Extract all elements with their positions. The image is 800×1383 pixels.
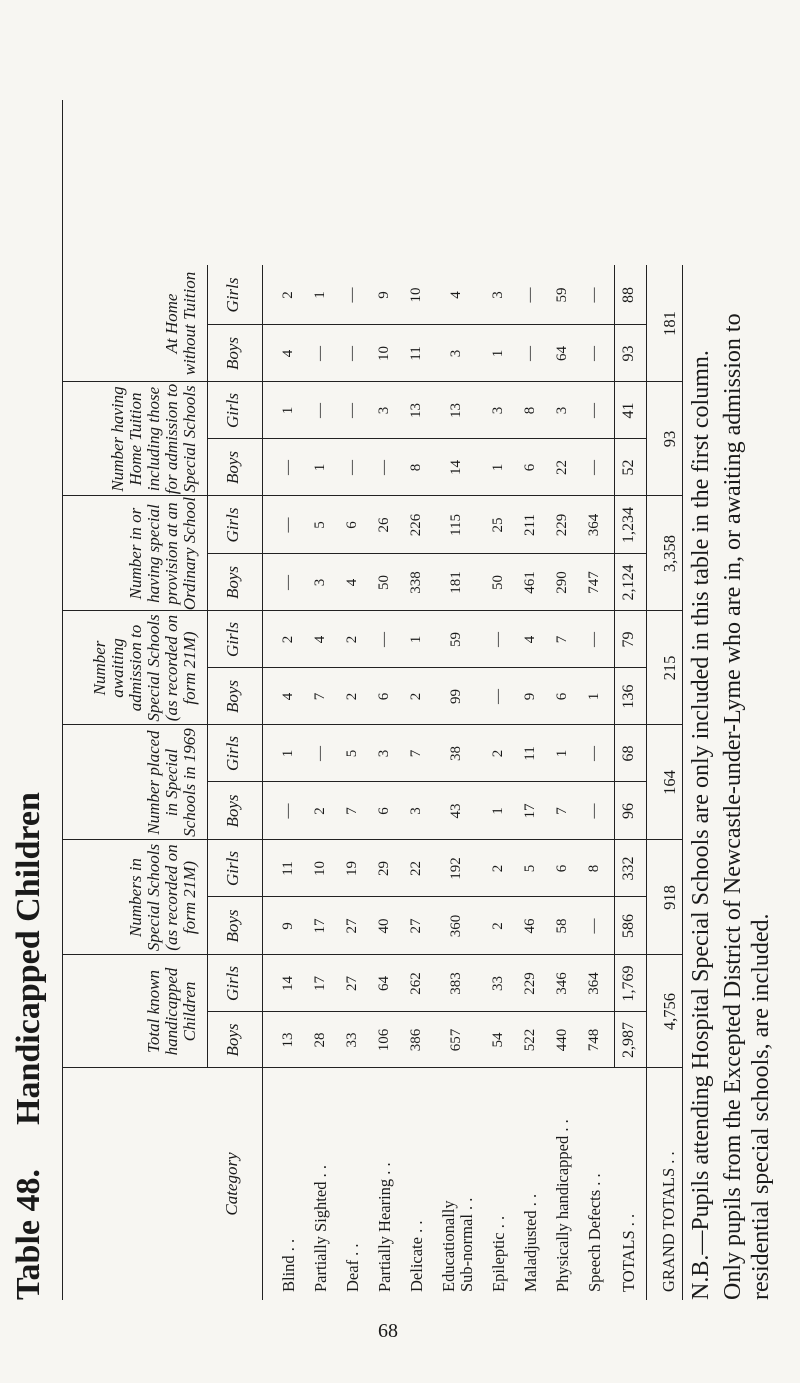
data-cell: 3 (490, 291, 506, 299)
data-cell: 50 (490, 575, 506, 590)
data-cell: 364 (586, 513, 602, 537)
data-cell: 8 (586, 864, 602, 873)
data-cell: — (280, 517, 296, 533)
subheader-boys: Boys (223, 909, 242, 943)
group-header-line: Number having (108, 386, 127, 492)
data-cell: 115 (448, 514, 464, 536)
data-cell: 6 (376, 807, 392, 815)
grand-total-cell: 918 (660, 885, 679, 910)
subcolumn-divider (207, 896, 646, 897)
group-header-5 (109, 382, 199, 496)
data-cell: 19 (344, 861, 360, 876)
grand-total-cell: 3,358 (660, 534, 679, 573)
totals-cell: 93 (620, 345, 637, 362)
totals-cell: 96 (620, 803, 637, 819)
totals-cell: 332 (620, 856, 637, 881)
data-cell: 8 (408, 463, 424, 472)
data-cell: 4 (448, 291, 464, 299)
data-cell: 59 (554, 287, 570, 303)
data-cell: 7 (554, 807, 570, 815)
data-cell: 11 (280, 861, 296, 876)
grand-total-cell: 181 (660, 311, 679, 336)
category-label-line: Physically handicapped . . (553, 1119, 572, 1292)
table-number: Table 48. (10, 1168, 47, 1300)
group-header-line: Number placed (144, 730, 163, 835)
category-label-line: Blind . . (279, 1238, 298, 1292)
group-header-line: form 21M) (180, 631, 199, 705)
category-label (490, 1072, 508, 1292)
data-cell: 262 (408, 972, 424, 995)
group-header-line: provision at an (162, 502, 181, 605)
data-cell: — (586, 460, 602, 475)
data-cell: 229 (522, 972, 538, 995)
table-title-text: Handicapped Children (10, 792, 47, 1125)
totals-cell: 79 (620, 631, 637, 648)
data-cell: 657 (448, 1028, 464, 1052)
data-cell: 27 (344, 976, 360, 991)
grand-totals-label: GRAND TOTALS . . (659, 1151, 678, 1292)
totals-cell: 2,124 (620, 564, 637, 601)
group-header-line: Special Schools (144, 843, 163, 952)
category-label (408, 1072, 426, 1292)
data-cell: 338 (408, 571, 424, 594)
data-cell: 1 (490, 463, 506, 472)
data-cell: 383 (448, 972, 464, 995)
data-cell: 1 (408, 635, 424, 644)
group-header-line: (as recorded on (162, 614, 181, 722)
category-label (554, 1072, 572, 1292)
data-cell: 1 (490, 807, 506, 815)
data-cell: 33 (490, 976, 506, 991)
data-cell: 29 (376, 861, 392, 876)
data-cell: 3 (448, 349, 464, 358)
category-label-line: Deaf . . (343, 1243, 362, 1292)
data-cell: — (522, 346, 538, 361)
data-cell: — (586, 632, 602, 647)
data-cell: 17 (312, 918, 328, 934)
totals-cell: 41 (620, 402, 637, 419)
data-cell: 2 (312, 807, 328, 815)
group-header-6 (163, 265, 199, 382)
subheader-boys: Boys (223, 336, 242, 371)
data-cell: 3 (554, 406, 570, 415)
data-cell: — (490, 689, 506, 704)
header-rule (262, 265, 263, 1300)
data-cell: 4 (522, 635, 538, 644)
data-cell: 10 (376, 346, 392, 361)
data-cell: 40 (376, 918, 392, 934)
data-cell: 106 (376, 1028, 392, 1052)
data-cell: 54 (490, 1032, 506, 1048)
data-cell: 3 (408, 807, 424, 815)
data-cell: — (344, 287, 360, 303)
data-cell: 11 (408, 346, 424, 361)
data-cell: 22 (554, 460, 570, 475)
subheader-boys: Boys (223, 1023, 242, 1057)
group-header-line: having special (144, 504, 163, 603)
data-cell: 1 (312, 463, 328, 472)
subcolumn-divider (207, 781, 646, 782)
category-label-line: Partially Sighted . . (311, 1165, 330, 1292)
data-cell: 3 (376, 406, 392, 415)
subcolumn-divider (207, 553, 646, 554)
category-label-line: Educationally (439, 1200, 458, 1292)
data-cell: 27 (408, 918, 424, 934)
subheader-boys: Boys (223, 679, 242, 714)
data-cell: 1 (554, 749, 570, 758)
data-cell: 1 (280, 406, 296, 415)
data-cell: 17 (522, 803, 538, 819)
group-header-line: Number (90, 640, 109, 696)
data-cell: 7 (408, 749, 424, 758)
group-header-line: Children (180, 981, 199, 1042)
group-header-line: Total known (144, 970, 163, 1053)
category-label (312, 1072, 330, 1292)
data-cell: 25 (490, 517, 506, 533)
table-bottom-rule (682, 265, 683, 1300)
totals-cell: 586 (620, 914, 637, 938)
data-cell: 22 (408, 861, 424, 876)
subcolumn-divider (207, 438, 646, 439)
data-cell: 1 (586, 692, 602, 701)
group-header-line: Schools in 1969 (180, 728, 199, 837)
data-cell: 522 (522, 1028, 538, 1052)
subheader-boys: Boys (223, 565, 242, 600)
data-cell: 386 (408, 1028, 424, 1052)
group-header-line: for admission to (162, 383, 181, 495)
data-cell: 2 (408, 692, 424, 701)
data-cell: 9 (376, 291, 392, 299)
category-label-line: Partially Hearing . . (375, 1162, 394, 1292)
data-cell: 50 (376, 575, 392, 590)
group-header-line: Home Tuition (126, 392, 145, 486)
data-cell: 6 (554, 864, 570, 873)
note-line-2: Only pupils from the Excepted District of Newcastle-under-Lyme who are in, or awaiting admission to (720, 313, 746, 1300)
grand-total-cell: 164 (660, 770, 679, 795)
data-cell: — (312, 403, 328, 418)
data-cell: 5 (344, 749, 360, 758)
data-cell: 4 (344, 578, 360, 587)
group-header-line: Numbers in (126, 858, 145, 937)
data-cell: 28 (312, 1032, 328, 1048)
data-cell: 13 (448, 403, 464, 418)
group-header-line: Special Schools (180, 385, 199, 493)
data-cell: 59 (448, 632, 464, 647)
data-cell: 8 (522, 406, 538, 415)
group-header-line: form 21M) (180, 860, 199, 935)
group-header-2 (145, 725, 199, 840)
group-header-line: (as recorded on (162, 844, 181, 951)
group-header-1 (127, 840, 199, 955)
data-cell: 4 (280, 692, 296, 701)
data-cell: 7 (344, 807, 360, 815)
table-title (10, 748, 48, 1300)
data-cell: 290 (554, 571, 570, 594)
data-cell: 64 (376, 976, 392, 991)
data-cell: 2 (344, 692, 360, 701)
data-cell: 2 (490, 864, 506, 873)
data-cell: 4 (312, 635, 328, 644)
subheader-girls: Girls (223, 736, 242, 771)
data-cell: 364 (586, 972, 602, 995)
category-label-line: Speech Defects . . (585, 1173, 604, 1292)
group-header-line: admission to (126, 624, 145, 712)
data-cell: 3 (376, 749, 392, 758)
note-line-3: residential special schools, are included. (748, 913, 774, 1300)
data-cell: 43 (448, 803, 464, 819)
data-cell: 46 (522, 918, 538, 934)
data-cell: — (280, 575, 296, 590)
category-label (440, 1072, 476, 1292)
data-cell: 211 (522, 514, 538, 536)
table-top-rule (62, 100, 63, 1300)
data-cell: 226 (408, 513, 424, 537)
data-cell: 3 (312, 578, 328, 587)
grand-total-cell: 4,756 (660, 992, 679, 1031)
subheader-girls: Girls (223, 277, 242, 313)
category-label (280, 1072, 298, 1292)
group-header-4 (127, 496, 199, 611)
grand-total-cell: 93 (660, 430, 679, 448)
data-cell: 10 (312, 861, 328, 876)
totals-top-rule (614, 265, 615, 1068)
data-cell: — (586, 803, 602, 819)
data-cell: 5 (522, 864, 538, 873)
data-cell: — (490, 632, 506, 647)
data-cell: 99 (448, 689, 464, 704)
subheader-girls: Girls (223, 507, 242, 543)
data-cell: 192 (448, 857, 464, 880)
subheader-girls: Girls (223, 393, 242, 428)
data-cell: — (312, 746, 328, 761)
data-cell: — (376, 460, 392, 475)
data-cell: 360 (448, 914, 464, 938)
category-header: Category (222, 1152, 241, 1216)
data-cell: — (522, 287, 538, 303)
group-header-line: Special Schools (144, 614, 163, 722)
totals-cell: 68 (620, 745, 637, 762)
category-label (344, 1072, 362, 1292)
data-cell: — (344, 346, 360, 361)
data-cell: 2 (344, 635, 360, 644)
totals-cell: 52 (620, 459, 637, 476)
data-cell: 6 (554, 692, 570, 701)
subheader-girls: Girls (223, 966, 242, 1001)
data-cell: 14 (280, 976, 296, 991)
group-header-0 (145, 955, 199, 1068)
group-header-line: Number in or (126, 507, 145, 600)
page-number: 68 (378, 1320, 398, 1342)
data-cell: — (344, 460, 360, 475)
data-cell: 2 (280, 291, 296, 299)
data-cell: 2 (280, 635, 296, 644)
data-cell: — (280, 803, 296, 819)
data-cell: — (586, 918, 602, 934)
data-cell: 10 (408, 287, 424, 303)
category-label-line: Delicate . . (407, 1220, 426, 1292)
data-cell: 2 (490, 922, 506, 930)
data-cell: 229 (554, 513, 570, 537)
data-cell: 17 (312, 976, 328, 991)
data-cell: — (586, 287, 602, 303)
totals-cell: 88 (620, 287, 637, 303)
data-cell: 3 (490, 406, 506, 415)
data-cell: — (586, 746, 602, 761)
category-label (376, 1072, 394, 1292)
data-cell: 748 (586, 1028, 602, 1052)
totals-cell: 1,234 (620, 507, 637, 543)
data-cell: 14 (448, 460, 464, 475)
subheader-rule (207, 265, 208, 1068)
data-cell: 440 (554, 1028, 570, 1052)
group-header-line: in Special (162, 748, 181, 817)
category-label-line: Maladjusted . . (521, 1193, 540, 1292)
subcolumn-divider (207, 324, 646, 325)
data-cell: 747 (586, 571, 602, 594)
data-cell: — (280, 460, 296, 475)
data-cell: 7 (554, 635, 570, 644)
data-cell: 26 (376, 517, 392, 533)
totals-label: TOTALS . . (619, 1213, 638, 1292)
handicapped-children-table (62, 100, 682, 1300)
data-cell: 6 (344, 521, 360, 529)
data-cell: 11 (522, 746, 538, 761)
subheader-girls: Girls (223, 851, 242, 886)
data-cell: 1 (490, 349, 506, 358)
data-cell: 33 (344, 1032, 360, 1048)
group-header-line: At Home (162, 293, 181, 354)
data-cell: — (586, 346, 602, 361)
subheader-boys: Boys (223, 794, 242, 828)
totals-cell: 1,769 (620, 965, 637, 1002)
totals-bottom-rule (646, 265, 647, 1300)
group-header-line: Ordinary School (180, 496, 199, 611)
category-label-line: Epileptic . . (489, 1215, 508, 1292)
data-cell: 58 (554, 918, 570, 934)
data-cell: 1 (280, 749, 296, 758)
data-cell: 346 (554, 972, 570, 995)
data-cell: 1 (312, 291, 328, 299)
subcolumn-divider (207, 667, 646, 668)
subheader-boys: Boys (223, 450, 242, 485)
data-cell: 6 (522, 463, 538, 472)
group-header-3 (91, 611, 199, 725)
data-cell: — (376, 632, 392, 647)
data-cell: 6 (376, 692, 392, 701)
data-cell: 38 (448, 746, 464, 761)
subcolumn-divider (207, 1011, 646, 1012)
data-cell: 9 (280, 922, 296, 930)
data-cell: 181 (448, 571, 464, 594)
data-cell: 13 (408, 403, 424, 418)
data-cell: — (586, 403, 602, 418)
data-cell: — (344, 403, 360, 418)
note-line-1: N.B.—Pupils attending Hospital Special Schools are only included in this table in the first column. (688, 350, 714, 1300)
category-label (522, 1072, 540, 1292)
data-cell: 461 (522, 571, 538, 594)
data-cell: 4 (280, 349, 296, 358)
category-label (586, 1072, 604, 1292)
subheader-girls: Girls (223, 622, 242, 657)
data-cell: 5 (312, 521, 328, 529)
grand-total-cell: 215 (660, 655, 679, 681)
totals-cell: 2,987 (620, 1022, 637, 1058)
data-cell: 13 (280, 1032, 296, 1048)
data-cell: 64 (554, 346, 570, 361)
group-header-line: including those (144, 386, 163, 492)
data-cell: 2 (490, 749, 506, 758)
group-header-line: awaiting (108, 638, 127, 698)
group-header-line: without Tuition (180, 271, 199, 376)
data-cell: 27 (344, 918, 360, 934)
totals-cell: 136 (620, 684, 637, 709)
category-label-line: Sub-normal . . (457, 1197, 476, 1292)
data-cell: 9 (522, 692, 538, 701)
data-cell: — (312, 346, 328, 361)
group-header-line: handicapped (162, 967, 181, 1056)
data-cell: 7 (312, 692, 328, 701)
